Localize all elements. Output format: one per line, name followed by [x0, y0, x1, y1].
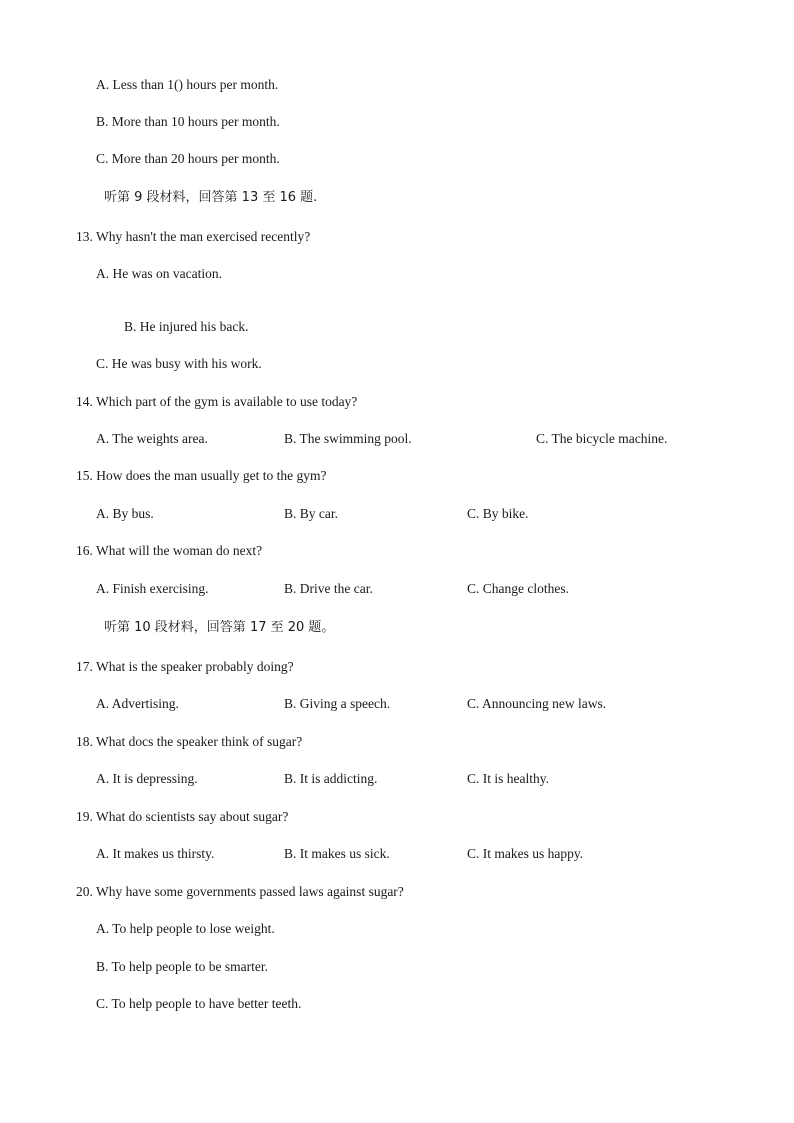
q20-question: 20. Why have some governments passed laws against sugar?: [76, 884, 404, 899]
q20-option-c: C. To help people to have better teeth.: [96, 996, 302, 1011]
q17-option-b: B. Giving a speech.: [284, 696, 391, 711]
q15-option-b: B. By car.: [284, 506, 338, 521]
q12-option-a: A. Less than 1() hours per month.: [96, 77, 279, 92]
section-10-heading: 听第 10 段材料，回答第 17 至 20 题。: [104, 620, 335, 635]
q16-option-a: A. Finish exercising.: [96, 581, 209, 596]
q13-option-a: A. He was on vacation.: [96, 266, 222, 281]
q12-option-b: B. More than 10 hours per month.: [96, 114, 280, 129]
q18-option-c: C. It is healthy.: [467, 771, 549, 786]
q19-question: 19. What do scientists say about sugar?: [76, 809, 289, 824]
q15-option-c: C. By bike.: [467, 506, 529, 521]
q13-question: 13. Why hasn't the man exercised recently?: [76, 229, 311, 244]
q13-option-b: B. He injured his back.: [124, 319, 249, 334]
q16-option-c: C. Change clothes.: [467, 581, 569, 596]
q20-option-b: B. To help people to be smarter.: [96, 959, 269, 974]
q19-option-b: B. It makes us sick.: [284, 846, 390, 861]
q14-question: 14. Which part of the gym is available to use today?: [76, 394, 358, 409]
q15-option-a: A. By bus.: [96, 506, 154, 521]
q17-option-c: C. Announcing new laws.: [467, 696, 607, 711]
q13-option-c: C. He was busy with his work.: [96, 356, 262, 371]
q18-question: 18. What docs the speaker think of sugar?: [76, 734, 303, 749]
q16-option-b: B. Drive the car.: [284, 581, 373, 596]
section-9-heading: 听第 9 段材料，回答第 13 至 16 题.: [104, 190, 318, 205]
q16-question: 16. What will the woman do next?: [76, 543, 263, 558]
q14-option-c: C. The bicycle machine.: [536, 431, 668, 446]
q17-question: 17. What is the speaker probably doing?: [76, 659, 294, 674]
q20-option-a: A. To help people to lose weight.: [96, 921, 275, 936]
q19-option-a: A. It makes us thirsty.: [96, 846, 215, 861]
q17-option-a: A. Advertising.: [96, 696, 179, 711]
q18-option-b: B. It is addicting.: [284, 771, 378, 786]
q18-option-a: A. It is depressing.: [96, 771, 198, 786]
q19-option-c: C. It makes us happy.: [467, 846, 584, 861]
q12-option-c: C. More than 20 hours per month.: [96, 151, 280, 166]
q15-question: 15. How does the man usually get to the gym?: [76, 468, 327, 483]
q14-option-b: B. The swimming pool.: [284, 431, 412, 446]
q14-option-a: A. The weights area.: [96, 431, 208, 446]
